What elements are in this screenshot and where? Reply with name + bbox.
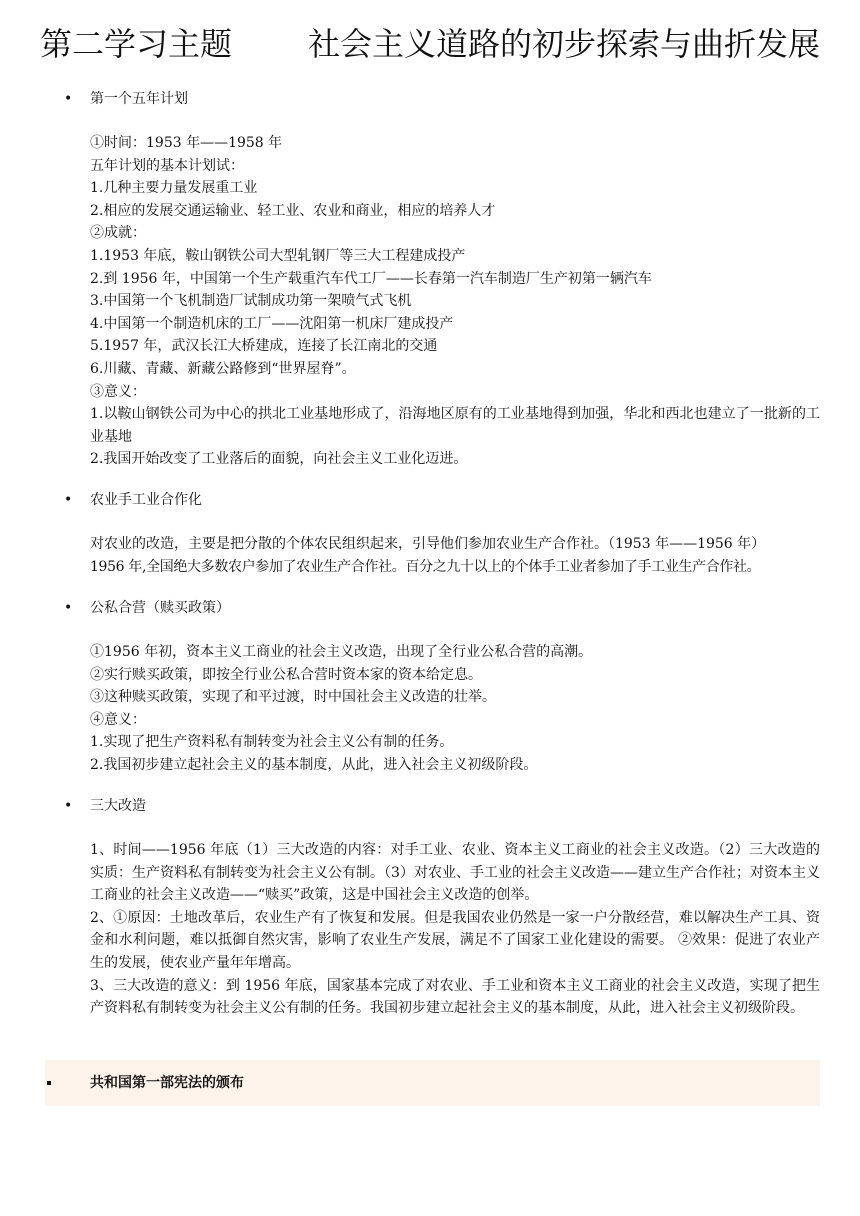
body-line: 1.1953 年底，鞍山钢铁公司大型轧钢厂等三大工程建成投产: [90, 247, 466, 264]
body-line: 2.相应的发展交通运输业、轻工业、农业和商业，相应的培养人才: [90, 202, 496, 219]
section-heading: • 三大改造: [90, 795, 146, 817]
body-line: 对农业的改造，主要是把分散的个体农民组织起来，引导他们参加农业生产合作社。（1953 年——1956 年）: [90, 536, 766, 552]
section-body: [90, 839, 820, 1020]
body-line: 1.实现了把生产资料私有制转变为社会主义公有制的任务。: [90, 734, 454, 751]
body-line: 五年计划的基本计划试：: [90, 157, 244, 174]
body-line: 3.中国第一个飞机制造厂试制成功第一架喷气式飞机: [90, 293, 412, 310]
highlight-heading: 共和国第一部宪法的颁布: [90, 1075, 244, 1091]
section-heading: • 公私合营（赎买政策）: [90, 597, 230, 619]
body-line: ④意义：: [90, 711, 146, 728]
body-line: ③意义：: [90, 383, 146, 400]
section-body: [90, 641, 820, 777]
page-title: [40, 22, 820, 66]
body-line: 1956 年,全国绝大多数农户参加了农业生产合作社。百分之九十以上的个体手工业者参加了手工业生产合作社。: [90, 558, 761, 575]
body-line: 1.几种主要力量发展重工业: [90, 180, 258, 197]
body-line: ②成就：: [90, 225, 146, 242]
section-heading: • 第一个五年计划: [90, 88, 188, 110]
body-line: 6.川藏、青藏、新藏公路修到“世界屋脊”。: [90, 360, 356, 377]
section-body: [90, 132, 820, 471]
section-heading: • 农业手工业合作化: [90, 489, 202, 511]
body-line: 2.我国初步建立起社会主义的基本制度，从此，进入社会主义初级阶段。: [90, 756, 538, 773]
body-line: 5.1957 年，武汉长江大桥建成，连接了长江南北的交通: [90, 338, 438, 355]
body-line: ③这种赎买政策，实现了和平过渡，时中国社会主义改造的壮举。: [90, 689, 496, 706]
body-line: ①1956 年初，资本主义工商业的社会主义改造，出现了全行业公私合营的高潮。: [90, 644, 593, 660]
section-body: [90, 533, 820, 578]
body-line: ②实行赎买政策，即按全行业公私合营时资本家的资本给定息。: [90, 666, 482, 683]
title-left: 第二学习主题: [40, 25, 233, 63]
body-line: ①时间：1953 年——1958 年: [90, 135, 283, 151]
body-line: 4.中国第一个制造机床的工厂——沈阳第一机床厂建成投产: [90, 315, 454, 332]
highlight-section: [45, 1060, 820, 1106]
body-line: 2.到 1956 年，中国第一个生产载重汽车代工厂——长春第一汽车制造厂生产初第一辆汽车: [90, 270, 652, 287]
title-right: 社会主义道路的初步探索与曲折发展: [307, 25, 820, 63]
body-paragraph: 2、①原因：土地改革后，农业生产有了恢复和发展。但是我国农业仍然是一家一户分散经营，难以解决生产工具、资金和水利问题，难以抵御自然灾害，影响了农业生产发展，满足不了国家工业化建设的需要。 ②效果：促进了农业产生的发展，使农业产量年年增高。: [90, 909, 820, 971]
body-line: 1.以鞍山钢铁公司为中心的拱北工业基地形成了，沿海地区原有的工业基地得到加强，华北和西北也建立了一批新的工业基地: [90, 406, 820, 445]
body-line: 2.我国开始改变了工业落后的面貌，向社会主义工业化迈进。: [90, 451, 468, 468]
body-paragraph: 1、时间——1956 年底（1）三大改造的内容：对手工业、农业、资本主义工商业的社会主义改造。（2）三大改造的实质：生产资料私有制转变为社会主义公有制。（3）对农业、手工业的社会主义改造——建立生产合作社；对资本主义工商业的社会主义改造——“赎买”政策，这是中国社会主义改造的创举。: [90, 842, 820, 904]
square-bullet-icon: [47, 1081, 51, 1085]
body-paragraph: 3、三大改造的意义：到 1956 年底，国家基本完成了对农业、手工业和资本主义工商业的社会主义改造，实现了把生产资料私有制转变为社会主义公有制的任务。我国初步建立起社会主义的基本制度，从此，进入社会主义初级阶段。: [90, 977, 820, 1017]
